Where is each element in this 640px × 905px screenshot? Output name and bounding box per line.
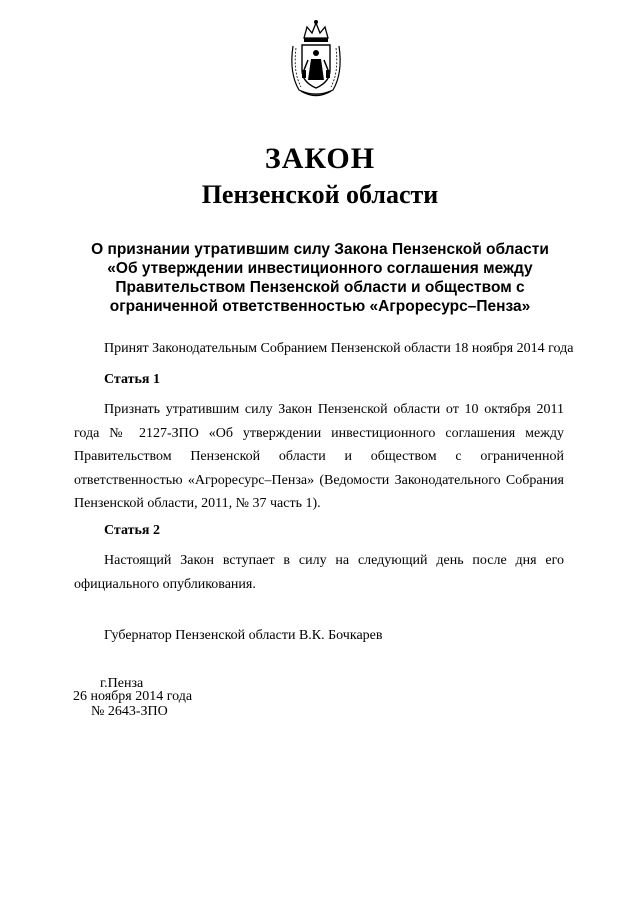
- place: г.Пенза: [100, 676, 144, 691]
- law-title: ЗАКОН: [264, 142, 376, 175]
- subject-line: Правительством Пензенской области и обществом с: [115, 279, 525, 296]
- coat-of-arms-icon: [287, 18, 345, 100]
- article-2-text: Настоящий Закон вступает в силу на следующий день после дня его официального опубликования.: [74, 553, 564, 592]
- governor-signature: Губернатор Пензенской области В.К. Бочкарев: [104, 628, 383, 643]
- law-number: № 2643-ЗПО: [91, 704, 168, 719]
- law-subject: [70, 240, 570, 316]
- region-title: Пензенской области: [201, 180, 439, 209]
- adoption-note: Принят Законодательным Собранием Пензенской области 18 ноября 2014 года: [104, 341, 574, 356]
- subject-line: О признании утратившим силу Закона Пензенской области: [91, 241, 549, 258]
- article-2-heading: Статья 2: [104, 523, 160, 538]
- subject-line: «Об утверждении инвестиционного соглашения между: [107, 260, 533, 277]
- subject-line: ограниченной ответственностью «Агроресурс–Пенза»: [109, 298, 531, 315]
- article-1-heading: Статья 1: [104, 372, 160, 387]
- signing-date: 26 ноября 2014 года: [73, 689, 193, 704]
- article-1-text: Признать утратившим силу Закон Пензенской области от 10 октября 2011 года № 2127-ЗПО «Об утверждении инвестиционного соглашения между Правительством Пензенской области и обществом с ограниченной ответственностью «Агроресурс–Пенза» (Ведомости Законодательного Собрания Пензенской области, 2011, № 37 часть 1).: [74, 402, 564, 511]
